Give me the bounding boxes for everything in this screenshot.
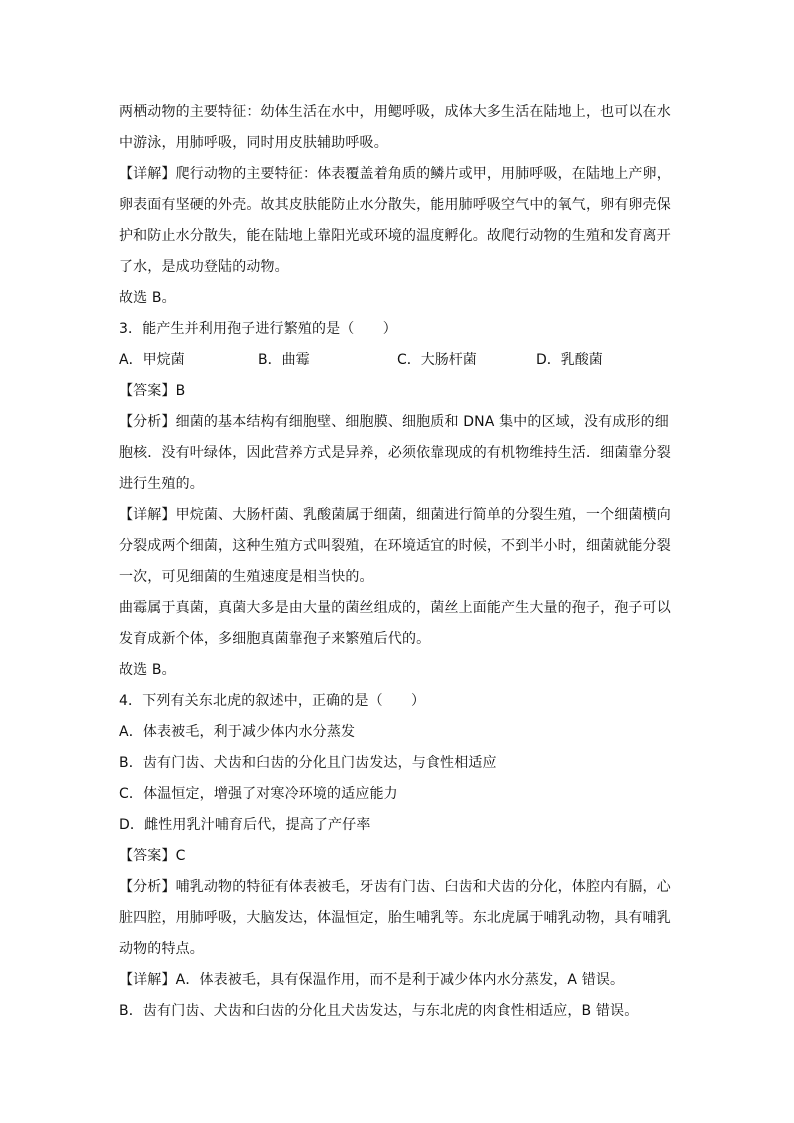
q3-option-a: A．甲烷菌 xyxy=(119,352,185,368)
text-line: 曲霉属于真菌，真菌大多是由大量的菌丝组成的，菌丝上面能产生大量的孢子，孢子可以 xyxy=(119,600,671,616)
q4-option-c: C．体温恒定，增强了对寒冷环境的适应能力 xyxy=(119,786,398,802)
text-line: 进行生殖的。 xyxy=(119,476,204,492)
text-line: 脏四腔，用肺呼吸，大脑发达，体温恒定，胎生哺乳等。东北虎属于哺乳动物，具有哺乳 xyxy=(119,910,671,926)
text-line: 故选 B。 xyxy=(119,290,176,306)
q3-option-b: B．曲霉 xyxy=(258,352,310,368)
text-line: 卵表面有坚硬的外壳。故其皮肤能防止水分散失，能用肺呼吸空气中的氧气，卵有卵壳保 xyxy=(119,197,671,213)
question-3-title: 3．能产生并利用孢子进行繁殖的是（ ） xyxy=(119,321,397,337)
text-line: 【详解】甲烷菌、大肠杆菌、乳酸菌属于细菌，细菌进行简单的分裂生殖，一个细菌横向 xyxy=(119,507,671,523)
text-line: 【分析】哺乳动物的特征有体表被毛，牙齿有门齿、臼齿和犬齿的分化，体腔内有膈，心 xyxy=(119,879,671,895)
text-line: 护和防止水分散失，能在陆地上靠阳光或环境的温度孵化。故爬行动物的生殖和发育离开 xyxy=(119,228,671,244)
q3-option-d: D．乳酸菌 xyxy=(536,352,603,368)
text-line: 分裂成两个细菌，这种生殖方式叫裂殖，在环境适宜的时候，不到半小时，细菌就能分裂 xyxy=(119,538,671,554)
text-line: 【分析】细菌的基本结构有细胞壁、细胞膜、细胞质和 DNA 集中的区域，没有成形的细 xyxy=(119,414,669,430)
text-line: 故选 B。 xyxy=(119,662,176,678)
text-line: 一次，可见细菌的生殖速度是相当快的。 xyxy=(119,569,374,585)
q4-option-b: B．齿有门齿、犬齿和臼齿的分化且门齿发达，与食性相适应 xyxy=(119,755,497,771)
answer-line: 【答案】B xyxy=(119,383,186,399)
question-4-title: 4．下列有关东北虎的叙述中，正确的是（ ） xyxy=(119,693,426,709)
q3-option-c: C．大肠杆菌 xyxy=(397,352,477,368)
text-line: B．齿有门齿、犬齿和臼齿的分化且犬齿发达，与东北虎的肉食性相适应，B 错误。 xyxy=(119,1003,639,1019)
text-line: 【详解】爬行动物的主要特征：体表覆盖着角质的鳞片或甲，用肺呼吸，在陆地上产卵， xyxy=(119,166,671,182)
text-line: 中游泳，用肺呼吸，同时用皮肤辅助呼吸。 xyxy=(119,135,388,151)
q4-option-a: A．体表被毛，利于减少体内水分蒸发 xyxy=(119,724,356,740)
text-line: 了水，是成功登陆的动物。 xyxy=(119,259,289,275)
text-line: 动物的特点。 xyxy=(119,941,204,957)
text-line: 胞核．没有叶绿体，因此营养方式是异养，必须依靠现成的有机物维持生活．细菌靠分裂 xyxy=(119,445,671,461)
text-line: 【详解】A．体表被毛，具有保温作用，而不是利于减少体内水分蒸发，A 错误。 xyxy=(119,972,625,988)
q4-option-d: D．雌性用乳汁哺育后代，提高了产仔率 xyxy=(119,817,371,833)
answer-line: 【答案】C xyxy=(119,848,186,864)
text-line: 两栖动物的主要特征：幼体生活在水中，用鳃呼吸，成体大多生活在陆地上，也可以在水 xyxy=(119,104,671,120)
text-line: 发育成新个体，多细胞真菌靠孢子来繁殖后代的。 xyxy=(119,631,431,647)
